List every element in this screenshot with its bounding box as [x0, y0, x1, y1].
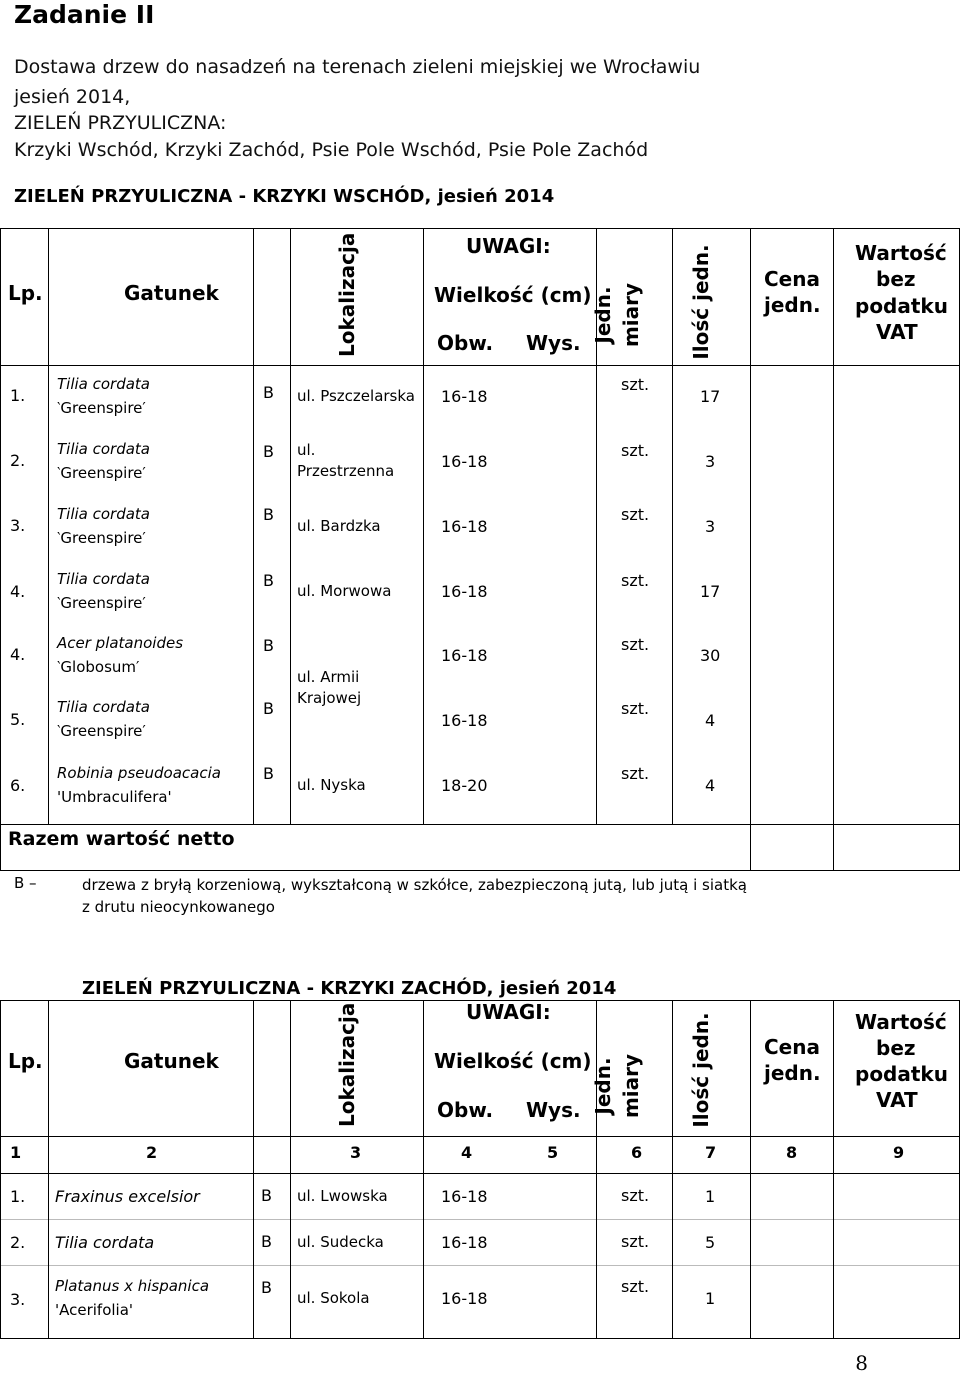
note-marker: B – — [14, 874, 37, 892]
intro-line-2: jesień 2014, — [14, 86, 131, 108]
note-line-1: drzewa z bryłą korzeniową, wykształconą w szkółce, zabezpieczoną jutą, lub jutą i siatką — [82, 876, 747, 894]
header-wys: Wys. — [526, 331, 581, 355]
total-label: Razem wartość netto — [8, 828, 235, 850]
header-jedn-miary: Jedn. miary — [591, 282, 643, 348]
section1-title: ZIELEŃ PRZYULICZNA - KRZYKI WSCHÓD, jesień 2014 — [14, 186, 555, 207]
header-cena-1: Cena — [764, 267, 820, 291]
header-gatunek: Gatunek — [124, 281, 219, 305]
header-lokalizacja: Lokalizacja — [335, 232, 359, 357]
header-lp-2: Lp. — [8, 1049, 43, 1073]
header-wartosc-2d: VAT — [876, 1088, 918, 1112]
header-obw: Obw. — [437, 331, 494, 355]
header-wielkosc: Wielkość (cm) — [434, 283, 592, 307]
header-wys-2: Wys. — [526, 1098, 581, 1122]
section2-title: ZIELEŃ PRZYULICZNA - KRZYKI ZACHÓD, jesień 2014 — [82, 978, 617, 999]
intro-line-3: ZIELEŃ PRZYULICZNA: — [14, 112, 227, 134]
header-wartosc-2: bez — [876, 267, 916, 291]
header-uwagi-2: UWAGI: — [466, 1000, 551, 1024]
header-jedn-miary-2: Jedn. miary — [591, 1053, 643, 1119]
header-cena-2b: jedn. — [764, 1061, 821, 1085]
header-wartosc-2c: podatku — [855, 1062, 948, 1086]
header-uwagi: UWAGI: — [466, 234, 551, 258]
header-ilosc: Ilość jedn. — [689, 244, 713, 360]
header-lp: Lp. — [8, 281, 43, 305]
header-wartosc-4: VAT — [876, 320, 918, 344]
header-cena-2a: Cena — [764, 1035, 820, 1059]
header-wartosc-1: Wartość — [855, 241, 947, 265]
page-title: Zadanie II — [14, 0, 155, 29]
header-cena-2: jedn. — [764, 293, 821, 317]
intro-line-4: Krzyki Wschód, Krzyki Zachód, Psie Pole Wschód, Psie Pole Zachód — [14, 139, 649, 161]
page-number: 8 — [855, 1351, 868, 1375]
header-gatunek-2: Gatunek — [124, 1049, 219, 1073]
intro-line-1: Dostawa drzew do nasadzeń na terenach zieleni miejskiej we Wrocławiu — [14, 56, 701, 78]
header-wartosc-2a: Wartość — [855, 1010, 947, 1034]
header-ilosc-2: Ilość jedn. — [689, 1012, 713, 1128]
header-obw-2: Obw. — [437, 1098, 494, 1122]
header-wartosc-2b: bez — [876, 1036, 916, 1060]
header-wielkosc-2: Wielkość (cm) — [434, 1049, 592, 1073]
header-wartosc-3: podatku — [855, 294, 948, 318]
header-lokalizacja-2: Lokalizacja — [335, 1002, 359, 1127]
note-line-2: z drutu nieocynkowanego — [82, 898, 275, 916]
